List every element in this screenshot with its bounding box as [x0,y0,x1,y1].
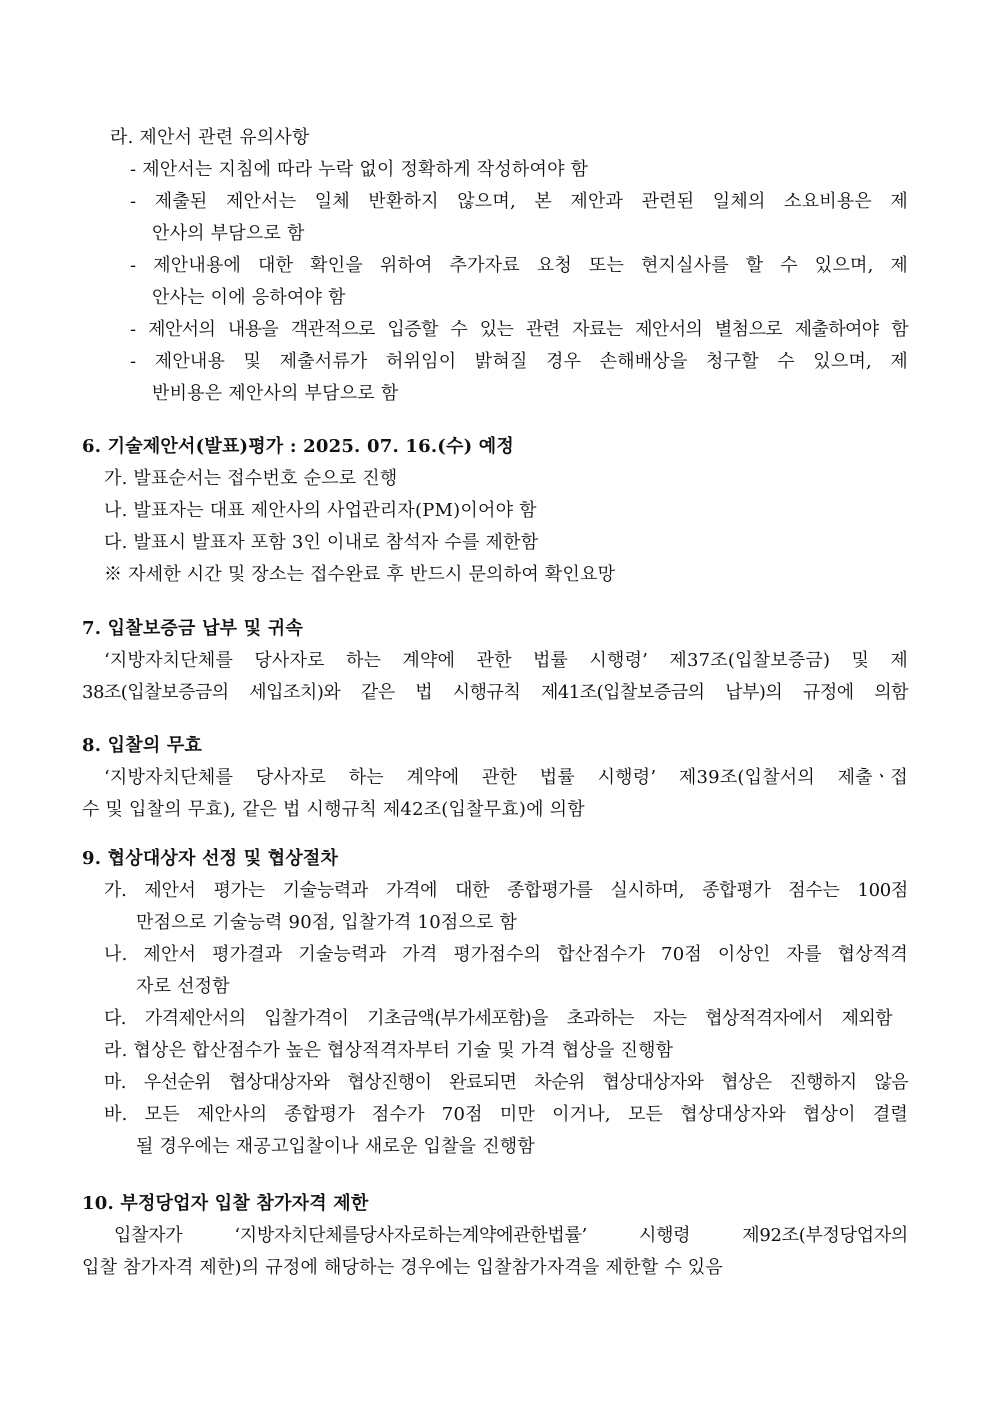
paragraph-line: 입찰 참가자격 제한)의 규정에 해당하는 경우에는 입찰참가자격을 제한할 수 있음 [82,1257,723,1278]
list-item: 다. 발표시 발표자 포함 3인 이내로 참석자 수를 제한함 [104,532,539,553]
paragraph-line: ‘지방자치단체를 당사자로 하는 계약에 관한 법률 시행령’ 제39조(입찰서의 제출ㆍ접 [104,767,908,788]
section-5d-title: 라. 제안서 관련 유의사항 [110,127,310,148]
note-item: ※ 자세한 시간 및 장소는 접수완료 후 반드시 문의하여 확인요망 [104,564,616,585]
paragraph-line: 수 및 입찰의 무효), 같은 법 시행규칙 제42조(입찰무효)에 의함 [82,799,585,820]
list-item: - 제출된 제안서는 일체 반환하지 않으며, 본 제안과 관련된 일체의 소요비용은 제 [130,191,908,212]
paragraph-line: 입찰자가 ‘지방자치단체를당사자로하는계약에관한법률’ 시행령 제92조(부정당업자의 [114,1225,908,1246]
section-6-heading: 6. 기술제안서(발표)평가 : 2025. 07. 16.(수) 예정 [82,436,514,457]
list-item: - 제안서의 내용을 객관적으로 입증할 수 있는 관련 자료는 제안서의 별첨으로 제출하여야 함 [130,319,908,340]
section-9-heading: 9. 협상대상자 선정 및 협상절차 [82,848,339,869]
section-8-heading: 8. 입찰의 무효 [82,735,203,756]
list-item-continuation: 될 경우에는 재공고입찰이나 새로운 입찰을 진행함 [136,1136,535,1157]
list-item: - 제안내용에 대한 확인을 위하여 추가자료 요청 또는 현지실사를 할 수 있으며, 제 [130,255,908,276]
list-item: 라. 협상은 합산점수가 높은 협상적격자부터 기술 및 가격 협상을 진행함 [104,1040,674,1061]
list-item: 가. 발표순서는 접수번호 순으로 진행 [104,468,398,489]
section-10-heading: 10. 부정당업자 입찰 참가자격 제한 [82,1193,369,1214]
list-item: - 제안서는 지침에 따라 누락 없이 정확하게 작성하여야 함 [130,159,589,180]
list-item: 바. 모든 제안사의 종합평가 점수가 70점 미만 이거나, 모든 협상대상자와 협상이 결렬 [104,1104,908,1125]
list-item-continuation: 반비용은 제안사의 부담으로 함 [152,383,399,404]
list-item: 마. 우선순위 협상대상자와 협상진행이 완료되면 차순위 협상대상자와 협상은 진행하지 않음 [104,1072,908,1093]
list-item: 나. 제안서 평가결과 기술능력과 가격 평가점수의 합산점수가 70점 이상인 자를 협상적격 [104,944,908,965]
list-item: - 제안내용 및 제출서류가 허위임이 밝혀질 경우 손해배상을 청구할 수 있으며, 제 [130,351,908,372]
list-item: 다. 가격제안서의 입찰가격이 기초금액(부가세포함)을 초과하는 자는 협상적격자에서 제외함 [104,1008,892,1029]
list-item-continuation: 안사의 부담으로 함 [152,223,305,244]
section-7-heading: 7. 입찰보증금 납부 및 귀속 [82,618,303,639]
paragraph-line: 38조(입찰보증금의 세입조치)와 같은 법 시행규칙 제41조(입찰보증금의 납부)의 규정에 의함 [82,682,908,703]
paragraph-line: ‘지방자치단체를 당사자로 하는 계약에 관한 법률 시행령’ 제37조(입찰보증금) 및 제 [104,650,908,671]
list-item-continuation: 자로 선정함 [136,976,230,997]
list-item: 나. 발표자는 대표 제안사의 사업관리자(PM)이어야 함 [104,500,537,521]
list-item-continuation: 만점으로 기술능력 90점, 입찰가격 10점으로 함 [136,912,518,933]
list-item-continuation: 안사는 이에 응하여야 함 [152,287,346,308]
list-item: 가. 제안서 평가는 기술능력과 가격에 대한 종합평가를 실시하며, 종합평가 점수는 100점 [104,880,908,901]
